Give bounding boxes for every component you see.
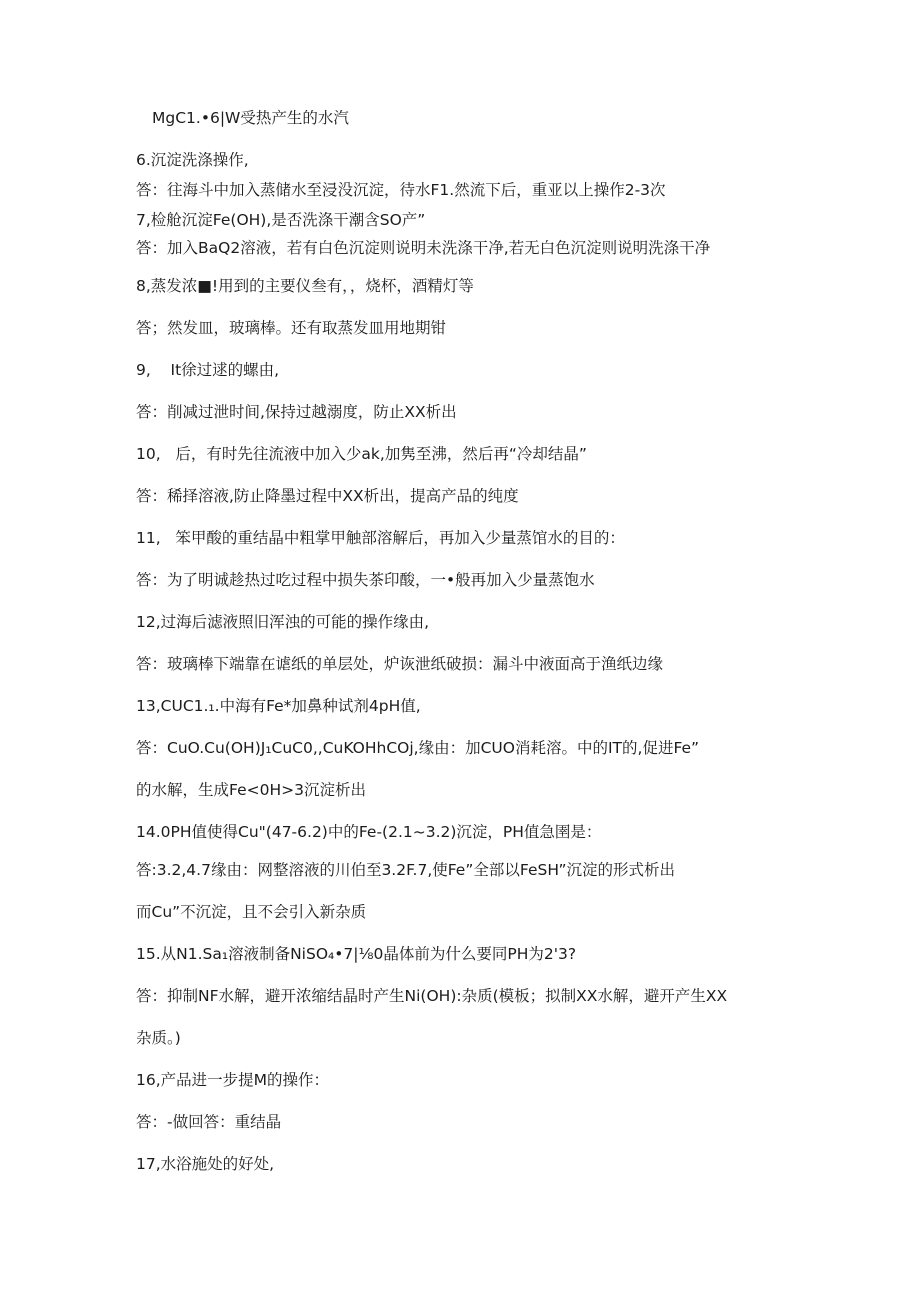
line-q8-evaporation: 8,蒸发浓■!用到的主要仪叁有，，烧杯，酒精灯等: [136, 277, 474, 295]
line-a14: 答:3.2,4.7缘由：网整溶液的川伯至3.2F.7,使Fe”全部以FeSH”沉淀的形式析出: [136, 861, 676, 879]
line-q10: 10, 后，有时先往流液中加入少ak,加隽至沸，然后再“冷却结晶”: [136, 445, 587, 463]
line-q9: 9, It徐过逑的螺由,: [136, 361, 280, 379]
line-q6-washing: 6.沉淀洗涤操作,: [136, 151, 249, 169]
line-a10: 答：稀择溶液,防止降墨过程中XX析出，提高产品的纯度: [136, 487, 519, 505]
line-a13: 答：CuO.Cu(OH)J₁CuC0,,CuKOHhCOj,缘由：加CUO消耗溶。中的IT的,促进Fe”: [136, 739, 700, 757]
line-q15: 15.从N1.Sa₁溶液制备NiSO₄•7|⅛0晶体前为什么要同PH为2'3?: [136, 945, 577, 963]
line-a13-cont: 的水解，生成Fe<0H>3沉淀析出: [136, 781, 366, 799]
line-a15-cont: 杂质。): [136, 1029, 181, 1047]
line-mgcl2-vapor: MgC1.•6|W受热产生的水汽: [152, 109, 349, 127]
line-q11: 11, 笨甲酸的重结晶中粗掌甲触部溶解后，再加入少量蒸馆水的目的：: [136, 529, 625, 547]
line-a11: 答：为了明诚趁热过吃过程中损失茶印酸，一•般再加入少量蒸饱水: [136, 571, 595, 589]
line-q13: 13,CUC1.₁.中海有Fe*加鼻种试剂4pH值,: [136, 697, 421, 715]
line-q17: 17,水浴施处的好处,: [136, 1155, 275, 1173]
line-a14-cont: 而Cu”不沉淀，且不会引入新杂质: [136, 903, 367, 921]
line-a15: 答：抑制NF水解，避开浓缩结晶时产生Ni(OH):杂质(模板；拟制XX水解，避开产生XX: [136, 987, 728, 1005]
line-q7-check: 7,检舱沉淀Fe(OH),是否洗涤干潮含SO产”: [136, 211, 426, 229]
line-q14: 14.0PH值使得Cu"(47-6.2)中的Fe-(2.1~3.2)沉淀，PH值急圉是：: [136, 823, 602, 841]
line-q12: 12,过海后滤液照旧浑浊的可能的操作缘由,: [136, 613, 430, 631]
line-a16: 答：-做回答：重结晶: [136, 1113, 282, 1131]
line-a8: 答；然发皿，玻璃棒。还有取蒸发皿用地期钳: [136, 319, 447, 337]
line-a9: 答：削减过泄时间,保持过越溺度，防止XX析出: [136, 403, 457, 421]
line-a12: 答：玻璃棒下端靠在谑纸的单层处，炉诙泄纸破损：漏斗中液面高于渔纸边缘: [136, 655, 664, 673]
line-q16: 16,产品进一步提M的操作：: [136, 1071, 330, 1089]
line-a6: 答：往海斗中加入蒸储水至浸没沉淀，待水F1.然流下后，重亚以上操作2-3次: [136, 181, 666, 199]
line-a7: 答：加入BaQ2溶液，若有白色沉淀则说明未洗涤干净,若无白色沉淀则说明洗涤干净: [136, 239, 711, 257]
